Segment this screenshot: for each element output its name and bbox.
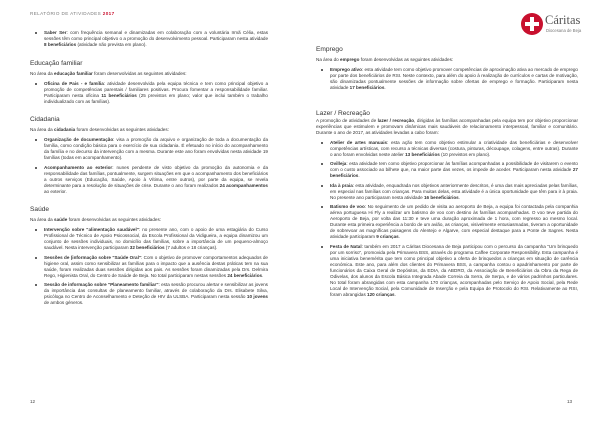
activity-list: [30, 137, 268, 195]
right-column: [316, 46, 578, 301]
caritas-logo: [521, 13, 582, 37]
text-run: .: [394, 291, 396, 297]
activity-list: [316, 67, 578, 91]
page-number-right: 13: [567, 399, 573, 404]
activity-item: [30, 227, 268, 251]
section-spacer: [30, 108, 268, 116]
activity-item: [30, 255, 268, 279]
section-title-lazer-recreacao: Lazer / Recreação: [316, 109, 370, 117]
text-run: .: [358, 173, 360, 178]
report-year: 2017: [102, 11, 115, 16]
text-run: (atividade não prevista em plano).: [76, 42, 147, 47]
bold-text: Emprego ativo: [330, 67, 362, 72]
logo-subtitle: Diocesana de Beja: [546, 28, 582, 33]
section-title-educacao-familiar: Educação familiar: [30, 59, 83, 67]
bold-text: 120 crianças: [367, 291, 395, 297]
bold-text: Oficina de Pais - e família: [44, 80, 104, 86]
activity-item: [316, 140, 578, 158]
bold-text: Sessões de (informação sobre "Saúde Oral": [44, 254, 142, 260]
bold-text: Saber Ser: [44, 30, 67, 35]
section-intro: [316, 57, 578, 63]
bold-text: 13 beneficiários: [405, 151, 440, 157]
text-run: : esta atividade tem como objetivo promover competências de aproximação ativa ao mercado de emprego por parte dos beneficiários de RSI. Neste contexto, para além do apoio à realização de currículos e cartas de motivação, são dinamizadas pontualmente sessões de informação sobre ofertas de emprego e formação. Participaram nesta atividade: [330, 67, 578, 90]
text-run: Na área da: [30, 127, 55, 132]
text-run: , dirigidas às famílias acompanhadas pela equipa tem por objetivo proporcionar experiências que estimulem e promovam dinâmicas mais saudáveis de relacionamento interpessoal, familiar e comunitário. Durante o ano de 2017, as atividades levadas a cabo foram:: [316, 117, 579, 135]
bold-text: 32 beneficiários: [129, 245, 165, 250]
text-run: : esta ação tem como objetivo estimular a criatividade das beneficiárias e desenvolver competências artísticas, com recurso a técnicas diversas (costura, pinturas, découpage, colagens, entre outras). Durante o ano foram envolvidas neste atelier: [330, 139, 578, 157]
activity-item: [30, 81, 268, 105]
bold-text: emprego: [340, 57, 360, 62]
bold-text: 11 beneficiários: [101, 92, 137, 98]
text-run: A promoção de atividades de: [316, 117, 378, 123]
bold-text: Acompanhamento ao exterior: [44, 164, 113, 170]
text-run: (25 previstos em plano; valor que inclui também o trabalho individualizado com as famílias).: [44, 92, 268, 104]
bold-text: 16 beneficiários: [423, 194, 459, 200]
activity-item: [316, 161, 578, 179]
activity-item: [316, 244, 578, 298]
text-run: (10 previstos em plano).: [439, 151, 491, 157]
text-run: Na área do: [316, 57, 341, 62]
activity-item: [316, 183, 578, 201]
text-run: : esta sessão procurou alertar e sensibilizar as jovens da importância das consultas de planeamento familiar, através de colaboração da Drs. Elisabete Silva, psicóloga no Centro de Aconselhamento e Deteção de HIV da ULSBA. Participaram nesta sessão: [44, 282, 268, 299]
text-run: No área da: [30, 70, 55, 76]
text-run: (7 adultos e 18 crianças).: [164, 245, 218, 250]
text-run: : No seguimento de um pedido de visita ao aeroporto de Beja, a equipa foi contactada pela companhia aérea portuguesa Hi Fly a realizar um batismo de voo com destino às famílias acompanhadas. O voo teve partida do Aeroporto de Beja, por volta das 11:30 e teve uma duração aproximada de 1 hora, com regresso ao mesmo local. Durante esta primeira experiência a bordo de um avião, as crianças, visivelmente entusiasmadas, tiveram a oportunidade de sobrevoar as magníficas paisagens do Alentejo e Algarve, com especial destaque para a Ponte de Sagres. Nesta atividade participaram: [330, 204, 578, 239]
report-title: RELATÓRIO DE ATIVIDADES: [30, 11, 102, 16]
activity-item: [316, 204, 578, 240]
bold-text: lazer / recreação: [377, 117, 415, 123]
text-run: : Com o objetivo de promover comportamentos adequados de higiene oral, assim como sensibilizar as famílias para o impacto que a ausência destas práticas tem na sua saúde, foram realizadas duas sessões dirigidas aos pais. As sessões foram dinamizadas pela Drs. Delmira Rego, Higienista Oral, do Centro de Saúde de Beja. No total participaram nestas sessões: [44, 254, 268, 278]
bold-text: saúde: [54, 217, 68, 222]
bold-text: educação familiar: [54, 70, 93, 76]
text-run: .: [458, 194, 460, 200]
text-run: : no presente ano, com o apoio de uma estagiária do Curso Profissional de Técnico de Apoio Psicossocial, da Escola Profissional da Vidigueira, a equipa dinamizou um conjunto de sessões individuais, no domicílio das famílias, sobre a importância de um pequeno-almoço saudável. Nesta intervenção participaram: [44, 227, 269, 250]
bold-text: Intervenção sobre "alimentação saudável": [44, 227, 139, 232]
activity-item: [30, 137, 268, 161]
text-run: Na área da: [30, 217, 55, 222]
text-run: de ambos géneros.: [44, 300, 84, 305]
text-run: foram desenvolvidas as seguintes atividades:: [92, 70, 187, 76]
text-run: .: [384, 85, 386, 90]
text-run: .: [398, 234, 400, 239]
text-run: : nunes pendente de visto objetivo da promoção da autonomia e da responsabilidade das famílias, pontualmente, surgem situações em que o acompanhamento dos beneficiários a outros serviços (Educação, Saúde, Apoio à Vítima, entre outros), por parte da equipa, se revela determinante para a resolução de situações de crise. Durante o ano foram realizados: [44, 164, 268, 188]
bold-text: 17 beneficiários: [349, 85, 385, 90]
bold-text: Atelier de artes manuais: [330, 139, 388, 145]
bold-text: 24 beneficiários: [227, 272, 263, 278]
text-run: : atividade desenvolvida pela equipa técnica e tem como principal objetivo a promoção de competências parentais / familiares positivas. Procura fomentar a responsabilidade familiar. Participaram nesta oficina: [44, 80, 268, 98]
section-title-emprego: Emprego: [316, 46, 343, 53]
section-paragraph: [316, 118, 578, 136]
text-run: : esta atividade tem como objetivo proporcionar às famílias acompanhadas a possibilidade de visitarem o evento com o custo associado ao bilhete que, na maior parte das vezes, os impede de aceder. Participaram nesta atividade: [330, 161, 578, 172]
bold-text: 24 acompanhamentos: [219, 182, 268, 188]
section-spacer: [30, 198, 268, 206]
text-run: : com frequência semanal e dinamizadas em colaboração com a voluntária Irmã Célia, estas sessões têm como principal objetivo o a promoção do desenvolvimento pessoal. Participaram nesta atividade: [44, 30, 268, 41]
bold-text: 9 crianças: [376, 234, 399, 239]
logo-name: Cáritas: [545, 13, 581, 27]
text-run: : visa a promoção da arquivo e organização de toda a documentação da família, como condição básica para o exercício de sua cidadania. É efetuado no início do acompanhamento da família e no decurso da intervenção com a mesma. Durante este ano foram envolvidas nesta atividade 19 famílias (todas em acompanhamento).: [44, 137, 268, 160]
bold-text: Sessão de informação sobre "Planeamento familiar": [44, 282, 159, 287]
bold-text: cidadania: [54, 127, 76, 132]
bold-text: 27 beneficiários: [330, 167, 578, 178]
activity-item: [316, 67, 578, 91]
section-intro: [30, 71, 268, 77]
text-run: .: [262, 272, 264, 278]
text-run: foram desenvolvidas as seguintes atividades:: [359, 57, 454, 62]
section-intro: [30, 127, 268, 133]
bold-text: Festa de Natal: [330, 243, 362, 249]
cross-icon: [521, 13, 543, 35]
activity-list: [316, 140, 578, 298]
activity-list: [30, 30, 268, 48]
bold-text: 10 jovens: [246, 294, 268, 299]
activity-item: [30, 165, 268, 195]
text-run: foram desenvolvidas as seguintes atividades:: [75, 127, 169, 132]
bold-text: Ida à praia: [330, 182, 353, 188]
bold-text: Organização de documentação: [44, 137, 114, 142]
activity-list: [30, 81, 268, 105]
bold-text: Ovilleja: [330, 161, 347, 166]
text-run: ao exterior.: [44, 188, 67, 194]
section-intro: [30, 217, 268, 223]
left-column: [30, 30, 268, 310]
text-run: : também em 2017 a Cáritas Diocesana de Beja participou com o percurso da campanha "Um brinquedo por um sorriso", promovida pela Primavera BSS, através do programa Caffee Corporate Responsibility. Esta campanha é uma iniciativa benemérita que tem como principal objetivo a oferta de brinquedos a crianças em situação de carência económica. Este ano, para além dos clientes do Primavera BSS, a campanha contou o apadrinhamento por parte de funcionários da Caixa Geral de Depósitos, da EDIA, da ABDRO, da Associação de Beneficiários da Obra da Rega de Odivelas, dos alunos da Escola Básica Integrada Abade Correia da Serra, de Serpa, e de vários padrinhos particulares. No total foram abrangidas com esta campanha 170 crianças, acompanhadas pelo Serviço de Apoio Social, pela Rede Local de Intervenção Social, pela Comunidade de Inserção e pela Equipa de Protocolo do RSI. Relativamente ao RSI, foram abrangidas: [330, 243, 578, 297]
report-header: [30, 11, 115, 16]
bold-text: Batismo de voo: [330, 204, 365, 209]
activity-list: [30, 227, 268, 306]
activity-item: [30, 282, 268, 306]
section-spacer: [316, 95, 578, 110]
section-spacer: [30, 52, 268, 60]
text-run: foram desenvolvidas as seguintes atividades:: [67, 217, 162, 222]
section-title-cidadania: Cidadania: [30, 116, 60, 123]
page-number-left: 12: [30, 399, 36, 404]
activity-item: [30, 30, 268, 48]
bold-text: 8 beneficiários: [44, 42, 77, 47]
section-title-saude: Saúde: [30, 206, 50, 213]
text-run: : esta atividade, enquadrada nos objetivos anteriormente descritos, é uma das mais apreciadas pelas famílias, em especial nas famílias com crianças. Para muitas delas, esta atividade é a única oportunidade que têm para ir à praia. No presente ano participaram nesta atividade: [330, 182, 578, 200]
